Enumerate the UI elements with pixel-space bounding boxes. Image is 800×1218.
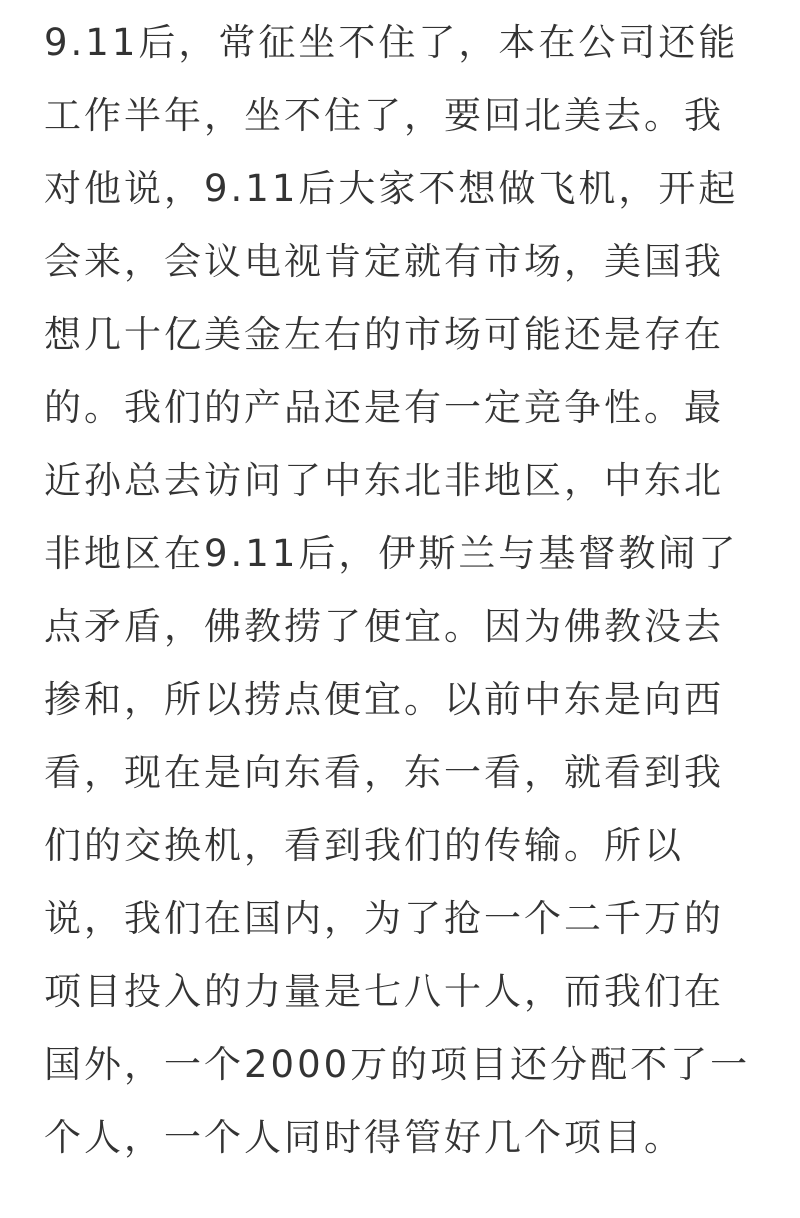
paragraph-line-5: 想几十亿美金左右的市场可能还是存在 [44,313,724,356]
paragraph-line-15: 国外，一个2000万的项目还分配不了一 [44,1043,751,1086]
paragraph-line-9: 点矛盾，佛教捞了便宜。因为佛教没去 [44,605,724,648]
paragraph-line-1: 9.11后，常征坐不住了，本在公司还能 [44,21,739,64]
paragraph-line-12: 们的交换机，看到我们的传输。所以 [44,824,684,867]
paragraph-line-16: 个人，一个人同时得管好几个项目。 [44,1116,684,1159]
paragraph-line-13: 说，我们在国内，为了抢一个二千万的 [44,897,724,940]
paragraph-line-6: 的。我们的产品还是有一定竞争性。最 [44,386,724,429]
paragraph-line-10: 掺和，所以捞点便宜。以前中东是向西 [44,678,724,721]
paragraph-line-8: 非地区在9.11后，伊斯兰与基督教闹了 [44,532,739,575]
paragraph-line-2: 工作半年，坐不住了，要回北美去。我 [44,94,724,137]
paragraph-line-7: 近孙总去访问了中东北非地区，中东北 [44,459,724,502]
paragraph-line-4: 会来，会议电视肯定就有市场，美国我 [44,240,724,283]
paragraph-line-3: 对他说，9.11后大家不想做飞机，开起 [44,167,739,210]
paragraph-line-11: 看，现在是向东看，东一看，就看到我 [44,751,724,794]
paragraph-line-14: 项目投入的力量是七八十人，而我们在 [44,970,724,1013]
article-paragraph [44,6,756,1174]
